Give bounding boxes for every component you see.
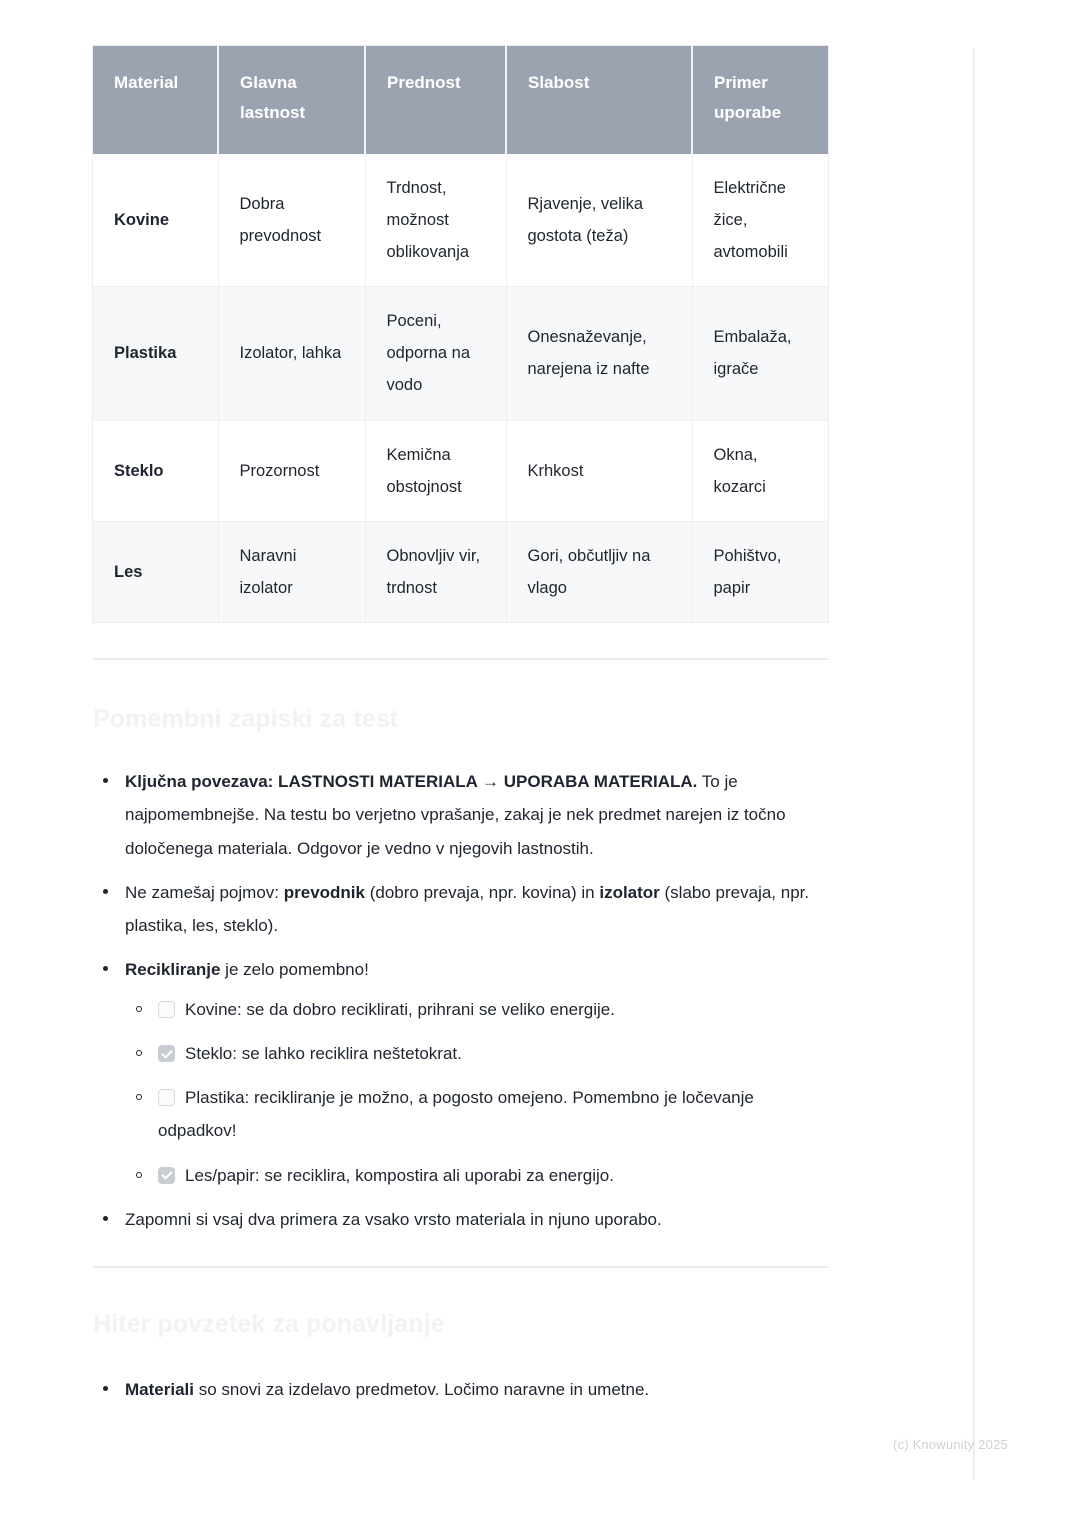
cell-prednost: Kemična obstojnost [365,420,506,521]
table-row [93,154,828,287]
cell-glavna-lastnost: Dobra prevodnost [218,154,365,287]
cell-prednost: Trdnost, možnost oblikovanja [365,154,506,287]
cell-material: Kovine [93,154,218,287]
section-divider [93,1266,828,1268]
table-row [93,287,828,421]
key-link-label: Ključna povezava [125,772,268,792]
recycling-checklist [125,993,828,1192]
document-page [93,0,828,1406]
checkbox-checked-icon[interactable] [158,1045,175,1062]
table-row [93,521,828,622]
cell-primer-uporabe: Pohištvo, papir [713,546,782,598]
list-item [93,1373,828,1406]
column-header-material: Material [93,46,218,154]
terms-middle: (dobro prevaja, npr. kovina) in [364,882,600,902]
table-body [93,154,828,623]
list-item-checkbox-kovine[interactable] [125,993,828,1026]
column-header-prednost: Prednost [365,46,506,154]
notes-section-heading: Pomembni zapiski za test [93,705,399,734]
summary-term-materiali: Materiali [125,1379,194,1399]
term-prevodnik: prevodnik [283,882,365,902]
list-item-checkbox-les-papir[interactable] [125,1159,828,1192]
cell-primer-uporabe: Okna, kozarci [692,420,828,521]
page-edge-rule [973,48,975,1480]
cell-slabost: Gori, občutljiv na vlago [506,521,692,622]
cell-material: Plastika [93,287,218,421]
terms-suffix: (slabo prevaja, npr. plastika, les, steklo). [125,882,810,935]
list-item-checkbox-plastika[interactable] [125,1081,828,1147]
cell-material: Steklo [93,420,218,521]
cell-prednost: Obnovljiv vir, trdnost [365,521,506,622]
cell-glavna-lastnost: Izolator, lahka [218,287,365,421]
column-header-primer-uporabe: Primer uporabe [692,46,828,154]
checkbox-label: Kovine: se da dobro reciklirati, prihrani se veliko energije. [185,1000,615,1020]
cell-material: Les [93,521,218,622]
list-item-checkbox-steklo[interactable] [125,1037,828,1070]
cell-slabost: Krhkost [506,420,692,521]
checkbox-label: Les/papir: se reciklira, kompostira ali uporabi za energijo. [185,1165,614,1185]
list-item [93,876,828,942]
section-divider [93,658,828,660]
column-header-slabost: Slabost [506,46,692,154]
cell-slabost: Onesnaževanje, narejena iz nafte [506,287,692,421]
table-header-row [93,46,828,154]
copyright-watermark: (c) Knowunity 2025 [893,1437,1008,1452]
term-izolator: izolator [599,882,660,902]
materials-table [93,46,828,622]
checkbox-unchecked-icon[interactable] [158,1089,175,1106]
cell-primer-uporabe: Električne žice, avtomobili [692,154,828,287]
list-item: Zapomni si vsaj dva primera za vsako vrsto materiala in njuno uporabo. [93,1203,828,1236]
key-link-body: To je najpomembnejše. Na testu bo verjetno vprašanje, zakaj je nek predmet narejen iz točno določenega materiala. Odgovor je vedno v njegovih lastnostih. [125,772,786,858]
summary-list [93,1373,828,1406]
recycling-label: Recikliranje [125,959,221,979]
cell-prednost: Poceni, odporna na vodo [365,287,506,421]
cell-primer-uporabe: Embalaža, igrače [692,287,828,421]
table-row [93,420,828,521]
terms-prefix: Ne zamešaj pojmov: [125,882,284,902]
cell-slabost: Rjavenje, velika gostota (teža) [506,154,692,287]
checkbox-label: Steklo: se lahko reciklira neštetokrat. [185,1044,462,1064]
checkbox-label: Plastika: recikliranje je možno, a pogosto omejeno. Pomembno je ločevanje odpadkov! [158,1088,754,1141]
recycling-rest: je zelo pomembno! [220,959,369,979]
table-header [93,46,828,154]
list-item [93,765,828,864]
cell-glavna-lastnost: Prozornost [218,420,365,521]
summary-section-heading: Hiter povzetek za ponavljanje [93,1309,445,1338]
cell-glavna-lastnost: Naravni izolator [218,521,365,622]
notes-list [93,765,828,1236]
summary-text: so snovi za izdelavo predmetov. Ločimo naravne in umetne. [193,1379,650,1399]
checkbox-checked-icon[interactable] [158,1167,175,1184]
checkbox-unchecked-icon[interactable] [158,1001,175,1018]
list-item-recycling [93,953,828,1192]
column-header-glavna-lastnost: Glavna lastnost [218,46,365,154]
key-link-value: : LASTNOSTI MATERIALA → UPORABA MATERIALA. [267,772,698,792]
